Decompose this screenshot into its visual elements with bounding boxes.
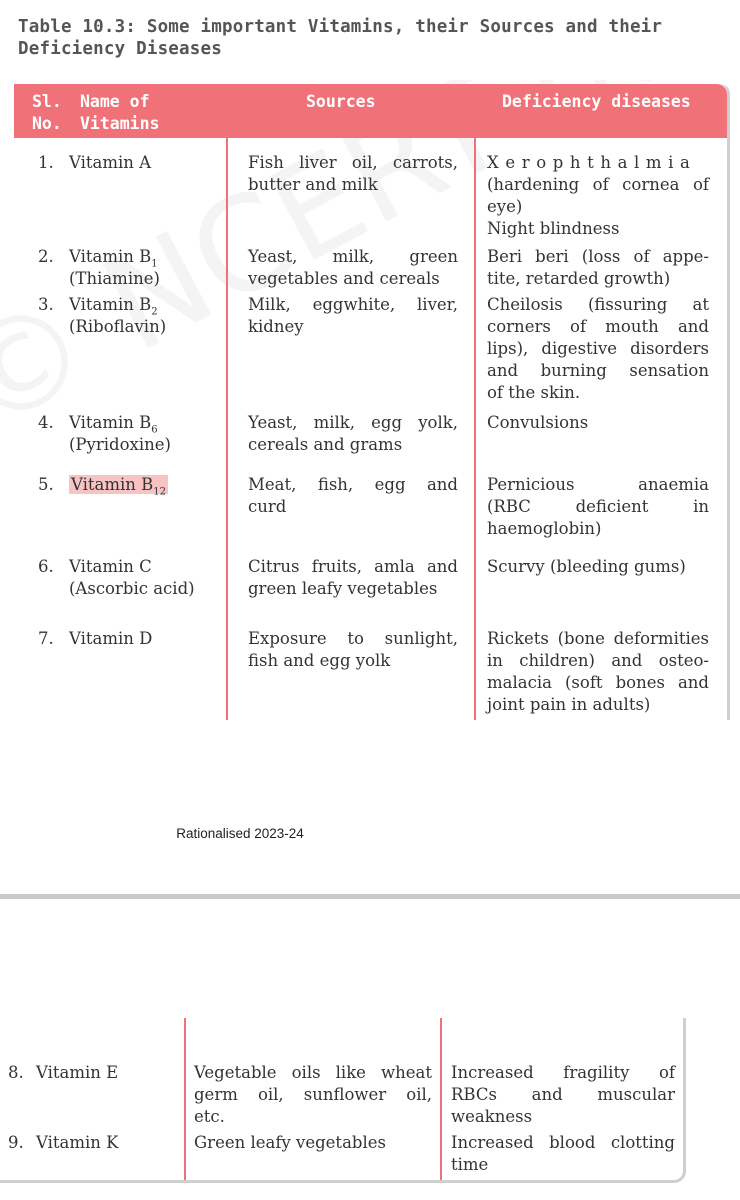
serial-number: 4. <box>38 413 54 432</box>
column-divider <box>474 138 476 720</box>
cell-line: butter and milk <box>248 175 378 194</box>
cell-line: Exposure to sunlight, <box>248 629 458 648</box>
cell-line: joint pain in adults) <box>487 695 651 714</box>
cell-line: Fish liver oil, carrots, <box>248 153 458 172</box>
vitamin-label <box>69 557 152 576</box>
deficiency-cell <box>487 412 709 434</box>
table-title: Table 10.3: Some important Vitamins, their Sources and their Deficiency Diseases <box>18 17 663 59</box>
cell-line: cereals and grams <box>248 435 403 454</box>
header-sources: Sources <box>306 92 376 111</box>
deficiency-cell <box>487 294 709 404</box>
cell-line: Increased fragility of <box>451 1063 675 1082</box>
cell-line: Citrus fruits, amla and <box>248 557 458 576</box>
serial-number: 3. <box>38 295 54 314</box>
cell-line: Yeast, milk, green <box>248 247 458 266</box>
cell-line: and burning sensation <box>487 361 709 380</box>
vitamin-subscript: 12 <box>153 486 167 498</box>
sources-cell <box>248 474 458 518</box>
vitamin-label-text: Vitamin B <box>69 413 152 432</box>
vitamin-name-line <box>69 628 219 650</box>
vitamin-name <box>69 152 219 174</box>
vitamins-table-continued <box>0 1018 686 1183</box>
vitamin-label-text: Vitamin D <box>69 629 153 648</box>
cell-line: Convulsions <box>487 413 589 432</box>
cell-line: Rickets (bone deformities <box>487 629 709 648</box>
cell-line: Pernicious anaemia <box>487 475 709 494</box>
vitamin-name-line <box>69 556 219 578</box>
cell-line: Beri beri (loss of appe- <box>487 247 709 266</box>
sources-cell <box>248 412 458 456</box>
cell-line: germ oil, sunflower oil, <box>194 1085 432 1104</box>
vitamin-label-text: Vitamin A <box>69 153 152 172</box>
serial-number: 1. <box>38 153 54 172</box>
sources-cell <box>248 246 458 290</box>
cell-line: curd <box>248 497 287 516</box>
serial-number: 8. <box>8 1063 24 1082</box>
vitamin-name <box>69 246 219 290</box>
deficiency-cell <box>451 1132 675 1176</box>
vitamin-chemical-name: (Riboflavin) <box>69 317 167 336</box>
column-divider <box>226 138 228 720</box>
cell-line: Increased blood clotting <box>451 1133 675 1152</box>
vitamin-name-line <box>69 474 219 496</box>
vitamins-table <box>14 84 730 720</box>
vitamin-subscript: 2 <box>151 306 158 318</box>
vitamin-label <box>69 629 152 648</box>
cell-line: fish and egg yolk <box>248 651 391 670</box>
cell-line: Vegetable oils like wheat <box>194 1063 432 1082</box>
vitamin-label <box>69 295 158 318</box>
deficiency-cell <box>487 474 709 540</box>
vitamin-label-text: Vitamin B <box>71 475 154 494</box>
sources-cell <box>248 556 458 600</box>
cell-line: tite, retarded growth) <box>487 269 671 288</box>
vitamin-chemical-name: (Pyridoxine) <box>69 435 171 454</box>
sources-cell <box>194 1132 432 1154</box>
cell-line: haemoglobin) <box>487 519 602 538</box>
cell-line: Cheilosis (fissuring at <box>487 295 709 314</box>
serial-number: 6. <box>38 557 54 576</box>
cell-line: eye) <box>487 197 523 216</box>
cell-line: of the skin. <box>487 383 581 402</box>
cell-line: Xerophthalmia <box>487 153 697 172</box>
vitamin-subscript: 6 <box>151 424 158 436</box>
sources-cell <box>194 1062 432 1128</box>
deficiency-cell <box>487 556 709 578</box>
sources-cell <box>248 628 458 672</box>
cell-line: Meat, fish, egg and <box>248 475 458 494</box>
serial-number: 9. <box>8 1133 24 1152</box>
cell-line: vegetables and cereals <box>248 269 440 288</box>
cell-line: Scurvy (bleeding gums) <box>487 557 686 576</box>
header-name-of-vitamins: Name of Vitamins <box>80 92 160 133</box>
cell-line: (RBC deficient in <box>487 497 709 516</box>
cell-line: RBCs and muscular <box>451 1085 675 1104</box>
vitamin-chemical-name: (Ascorbic acid) <box>69 579 195 598</box>
cell-line: weakness <box>451 1107 533 1126</box>
vitamin-label-text: Vitamin B <box>69 295 152 314</box>
header-sl-no: Sl. No. <box>32 92 62 133</box>
cell-line: time <box>451 1155 489 1174</box>
deficiency-cell <box>487 152 709 240</box>
cell-line: kidney <box>248 317 304 336</box>
vitamin-name <box>69 412 219 456</box>
serial-number: 2. <box>38 247 54 266</box>
serial-number: 7. <box>38 629 54 648</box>
cell-line: etc. <box>194 1107 225 1126</box>
vitamin-chemical-name: (Thiamine) <box>69 269 160 288</box>
vitamin-name: Vitamin K <box>36 1133 119 1152</box>
vitamin-name: Vitamin E <box>36 1063 119 1082</box>
vitamin-label-text: Vitamin B <box>69 247 152 266</box>
cell-line: malacia (soft bones and <box>487 673 709 692</box>
vitamin-subscript: 1 <box>151 258 158 270</box>
sources-cell <box>248 152 458 196</box>
cell-line: Milk, eggwhite, liver, <box>248 295 458 314</box>
cell-line: corners of mouth and <box>487 317 709 336</box>
page-gap <box>0 894 740 899</box>
cell-line: green leafy vegetables <box>248 579 438 598</box>
cell-line: (hardening of cornea of <box>487 175 709 194</box>
vitamin-name-line <box>69 412 219 434</box>
header-deficiency-diseases: Deficiency diseases <box>502 92 691 111</box>
deficiency-cell <box>451 1062 675 1128</box>
column-divider <box>440 1018 442 1180</box>
vitamin-label <box>69 413 158 436</box>
vitamin-name-line <box>69 152 219 174</box>
vitamin-label <box>69 247 158 270</box>
vitamin-label-text: Vitamin C <box>69 557 152 576</box>
sources-cell <box>248 294 458 338</box>
column-divider <box>184 1018 186 1180</box>
vitamin-name <box>69 294 219 338</box>
cell-line: Night blindness <box>487 219 620 238</box>
vitamin-name-line <box>69 246 219 268</box>
deficiency-cell <box>487 628 709 716</box>
deficiency-cell <box>487 246 709 290</box>
vitamin-label <box>69 475 168 498</box>
vitamin-name-line <box>69 294 219 316</box>
vitamin-name <box>69 628 219 650</box>
serial-number: 5. <box>38 475 54 494</box>
footer-text: Rationalised 2023-24 <box>176 826 304 841</box>
cell-line: in children) and osteo- <box>487 651 709 670</box>
vitamin-name <box>69 474 219 496</box>
cell-line: lips), digestive disorders <box>487 339 709 358</box>
cell-line: Green leafy vegetables <box>194 1133 386 1152</box>
vitamin-label <box>69 153 151 172</box>
cell-line: Yeast, milk, egg yolk, <box>248 413 458 432</box>
vitamin-name <box>69 556 219 600</box>
table-header <box>14 84 727 138</box>
